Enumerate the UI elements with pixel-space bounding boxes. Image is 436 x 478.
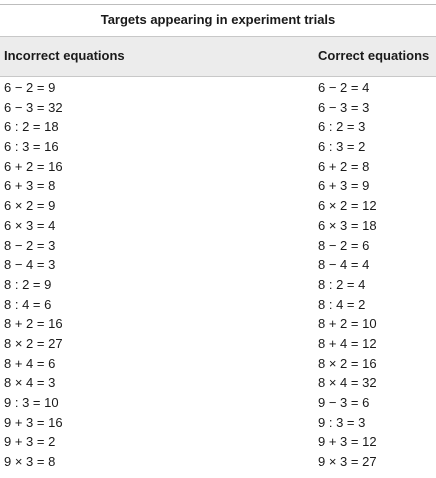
incorrect-equation-cell: 9 + 3 = 16: [4, 414, 63, 430]
incorrect-equation-cell: 9 + 3 = 2: [4, 434, 56, 450]
correct-equation-cell: 8 + 2 = 10: [318, 316, 377, 332]
table-row: [0, 413, 436, 433]
table-row: [0, 157, 436, 177]
incorrect-equation-cell: 8 : 4 = 6: [4, 296, 52, 312]
incorrect-equation-cell: 6 : 2 = 18: [4, 119, 59, 135]
incorrect-equation-cell: 8 − 2 = 3: [4, 237, 56, 253]
table-row: [0, 354, 436, 374]
column-header-incorrect: Incorrect equations: [4, 48, 125, 63]
table-row: [0, 393, 436, 413]
incorrect-equation-cell: 6 − 2 = 9: [4, 80, 56, 95]
table-row: [0, 275, 436, 295]
correct-equation-cell: 6 − 3 = 3: [318, 99, 370, 115]
incorrect-equation-cell: 9 × 3 = 8: [4, 454, 56, 470]
correct-equation-cell: 8 : 2 = 4: [318, 276, 366, 292]
correct-equation-cell: 6 × 3 = 18: [318, 217, 377, 233]
correct-equation-cell: 6 : 2 = 3: [318, 119, 366, 135]
incorrect-equation-cell: 6 + 2 = 16: [4, 158, 63, 174]
top-divider: [0, 4, 436, 5]
correct-equation-cell: 8 × 2 = 16: [318, 355, 377, 371]
correct-equation-cell: 8 × 4 = 32: [318, 375, 377, 391]
correct-equation-cell: 9 + 3 = 12: [318, 434, 377, 450]
incorrect-equation-cell: 9 : 3 = 10: [4, 395, 59, 410]
table-row: [0, 196, 436, 216]
correct-equation-cell: 8 − 2 = 6: [318, 237, 370, 253]
incorrect-equation-cell: 6 × 2 = 9: [4, 198, 56, 214]
incorrect-equation-cell: 8 : 2 = 9: [4, 276, 52, 292]
table-row: [0, 295, 436, 315]
correct-equation-cell: 6 : 3 = 2: [318, 139, 366, 155]
table-row: [0, 314, 436, 334]
correct-equation-cell: 8 − 4 = 4: [318, 257, 370, 273]
incorrect-equation-cell: 8 × 4 = 3: [4, 375, 56, 391]
column-header-correct: Correct equations: [318, 48, 430, 63]
table-row: [0, 373, 436, 393]
incorrect-equation-cell: 6 × 3 = 4: [4, 217, 56, 233]
table-row: [0, 78, 436, 98]
table-row: [0, 98, 436, 118]
incorrect-equation-cell: 8 × 2 = 27: [4, 335, 63, 351]
correct-equation-cell: 9 − 3 = 6: [318, 395, 370, 410]
correct-equation-cell: 8 + 4 = 12: [318, 335, 377, 351]
table-caption: Targets appearing in experiment trials: [100, 12, 336, 27]
incorrect-equation-cell: 8 − 4 = 3: [4, 257, 56, 273]
correct-equation-cell: 6 + 3 = 9: [318, 178, 370, 194]
incorrect-equation-cell: 6 : 3 = 16: [4, 139, 59, 155]
incorrect-equation-cell: 8 + 2 = 16: [4, 316, 63, 332]
correct-equation-cell: 6 − 2 = 4: [318, 80, 370, 95]
incorrect-equation-cell: 6 + 3 = 8: [4, 178, 56, 194]
table-row: [0, 334, 436, 354]
table-row: [0, 432, 436, 452]
correct-equation-cell: 9 × 3 = 27: [318, 454, 377, 470]
table-body: [0, 78, 436, 472]
table-row: [0, 236, 436, 256]
correct-equation-cell: 6 + 2 = 8: [318, 158, 370, 174]
incorrect-equation-cell: 8 + 4 = 6: [4, 355, 56, 371]
table-row: [0, 176, 436, 196]
table-row: [0, 216, 436, 236]
table-row: [0, 137, 436, 157]
table-row: [0, 452, 436, 472]
table-row: [0, 117, 436, 137]
correct-equation-cell: 9 : 3 = 3: [318, 414, 366, 430]
correct-equation-cell: 8 : 4 = 2: [318, 296, 366, 312]
incorrect-equation-cell: 6 − 3 = 32: [4, 99, 63, 115]
correct-equation-cell: 6 × 2 = 12: [318, 198, 377, 214]
table-row: [0, 255, 436, 275]
